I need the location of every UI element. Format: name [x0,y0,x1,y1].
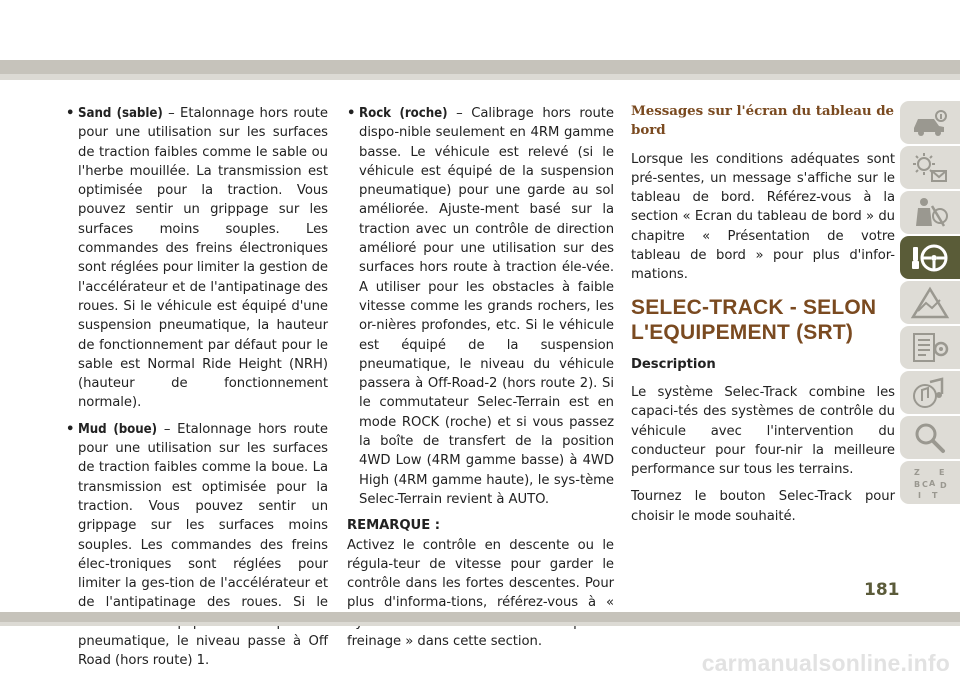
music-multimedia-icon [910,376,950,410]
maintenance-list-icon [910,331,950,365]
index-letter: E [939,467,945,477]
index-letter: B [914,479,921,489]
text-column-middle [347,104,614,651]
index-letter: D [940,480,947,490]
car-info-icon [910,106,950,140]
tab-index[interactable] [900,461,960,504]
text-column-left [66,104,328,678]
bullet-sand [66,104,328,413]
footer-stripe [0,612,960,622]
bullet-text: – Calibrage hors route dispo-nible seulement en 4RM gamme basse. Le véhicule est relevé (si le véhicule est équipé de la suspension pneumatique) pour une garde au sol améliorée. Ajuste-ment basé sur la traction avec un contrôle de direction amélioré pour une utilisation sur des surfaces hors route à traction éle-vée. A utiliser pour les obstacles à faible vitesse comme les grands rochers, les or-nières profondes, etc. Si le véhicule est équipé de la suspension pneumatique, le niveau du véhicule passera à Off-Road-2 (hors route 2). Si le commutateur Selec-Terrain est en mode ROCK (roche) et si vous passez la boîte de transfert de la position 4WD Low (4RM gamme basse) à 4WD High (4RM gamme haute), le sys-tème Selec-Terrain revient à AUTO. [359,106,614,507]
tab-safety[interactable] [900,191,960,234]
tab-emergencies[interactable] [900,281,960,324]
note-title: REMARQUE : [347,518,440,534]
page-number: 181 [864,580,900,600]
bullet-term: Rock (roche) [359,106,448,121]
tab-car-info[interactable] [900,101,960,144]
chapter-tabs [900,101,960,506]
bullet-dot: • [66,421,75,437]
header-stripe [0,60,960,74]
paragraph-messages: Lorsque les conditions adéquates sont pré-sentes, un message s'affiche sur le tableau de bord. Référez-vous à la section « Ecran du tableau de bord » du chapitre « Présentation de votre tableau de bord » pour plus d'infor-mations. [631,151,895,283]
safety-airbag-icon [910,196,950,230]
index-letter: I [918,490,921,500]
paragraph-description: Le système Selec-Track combine les capaci-tés des systèmes de contrôle du véhicule avec l'intervention du conducteur pour four-nir la meilleure performance sur tous les terrains. [631,384,895,478]
tab-maintenance[interactable] [900,326,960,369]
bullet-mud [66,420,328,671]
section-heading-line1: SELEC-TRACK - SELON [631,295,877,319]
watermark: carmanualsonline.info [701,650,950,676]
index-letters-icon [910,466,950,500]
top-margin [0,0,960,52]
index-letter: T [932,490,938,500]
tab-multimedia[interactable] [900,371,960,414]
footer-stripe-light [0,622,960,626]
tab-specifications[interactable] [900,416,960,459]
index-letter: A [929,478,936,488]
bullet-dot: • [66,106,75,121]
tab-lights-messages[interactable] [900,146,960,189]
note-body: Activez le contrôle en descente ou le régula-teur de vitesse pour garder le contrôle dans les fortes descentes. Pour plus d'informa-tions, référez-vous à « freinage » dans cette section. [347,537,614,650]
section-heading-line2: L'EQUIPEMENT (SRT) [631,320,854,344]
magnifier-search-icon [910,421,950,455]
text-column-right [631,104,895,534]
bullet-text: – Etalonnage hors route pour une utilisation sur les surfaces de traction faibles comme la boue. La transmission est optimisée pour la traction. Vous pouvez sentir un grippage sur les surfaces moins souples. Les commandes des freins élec-troniques sont réglées pour limiter la ges-tion de l'accélérateur et de l'antipatinage des roues. Si le pneumatique, le niveau passe à Off Road (hors route) 1. [78,421,328,669]
section-subheading: Messages sur l'écran du tableau de bord [631,103,895,139]
description-heading: Description [631,356,716,372]
header-stripe-light [0,74,960,80]
paragraph-instruction: Tournez le bouton Selec-Track pour choisir le mode souhaité. [631,489,895,524]
section-heading [631,295,895,345]
bullet-rock [347,104,614,509]
lights-message-icon [910,151,950,185]
bullet-text: – Etalonnage hors route pour une utilisation sur les surfaces de traction faibles comme le sable ou l'herbe mouillée. La transmission est optimisée pour la traction. Vous pouvez sentir un grippage sur les surfaces moins souples. Les commandes des freins électroniques sont réglées pour limiter la gestion de l'accélérateur et de l'antipatinage des roues. Si le véhicule est équipé d'une suspension pneumatique, la hauteur de fonctionnement par défaut pour le sable est Normal Ride Height (NRH) (hauteur de fonctionnement normale). [78,106,328,411]
index-letter: Z [914,467,920,477]
warning-triangle-icon [910,286,950,320]
index-letter: C [922,479,928,489]
steering-wheel-key-icon [910,241,950,275]
bullet-term: Mud (boue) [78,421,158,437]
tab-starting-operating[interactable] [900,236,960,279]
bullet-term: Sand (sable) [78,106,163,121]
bullet-dot: • [347,106,356,121]
